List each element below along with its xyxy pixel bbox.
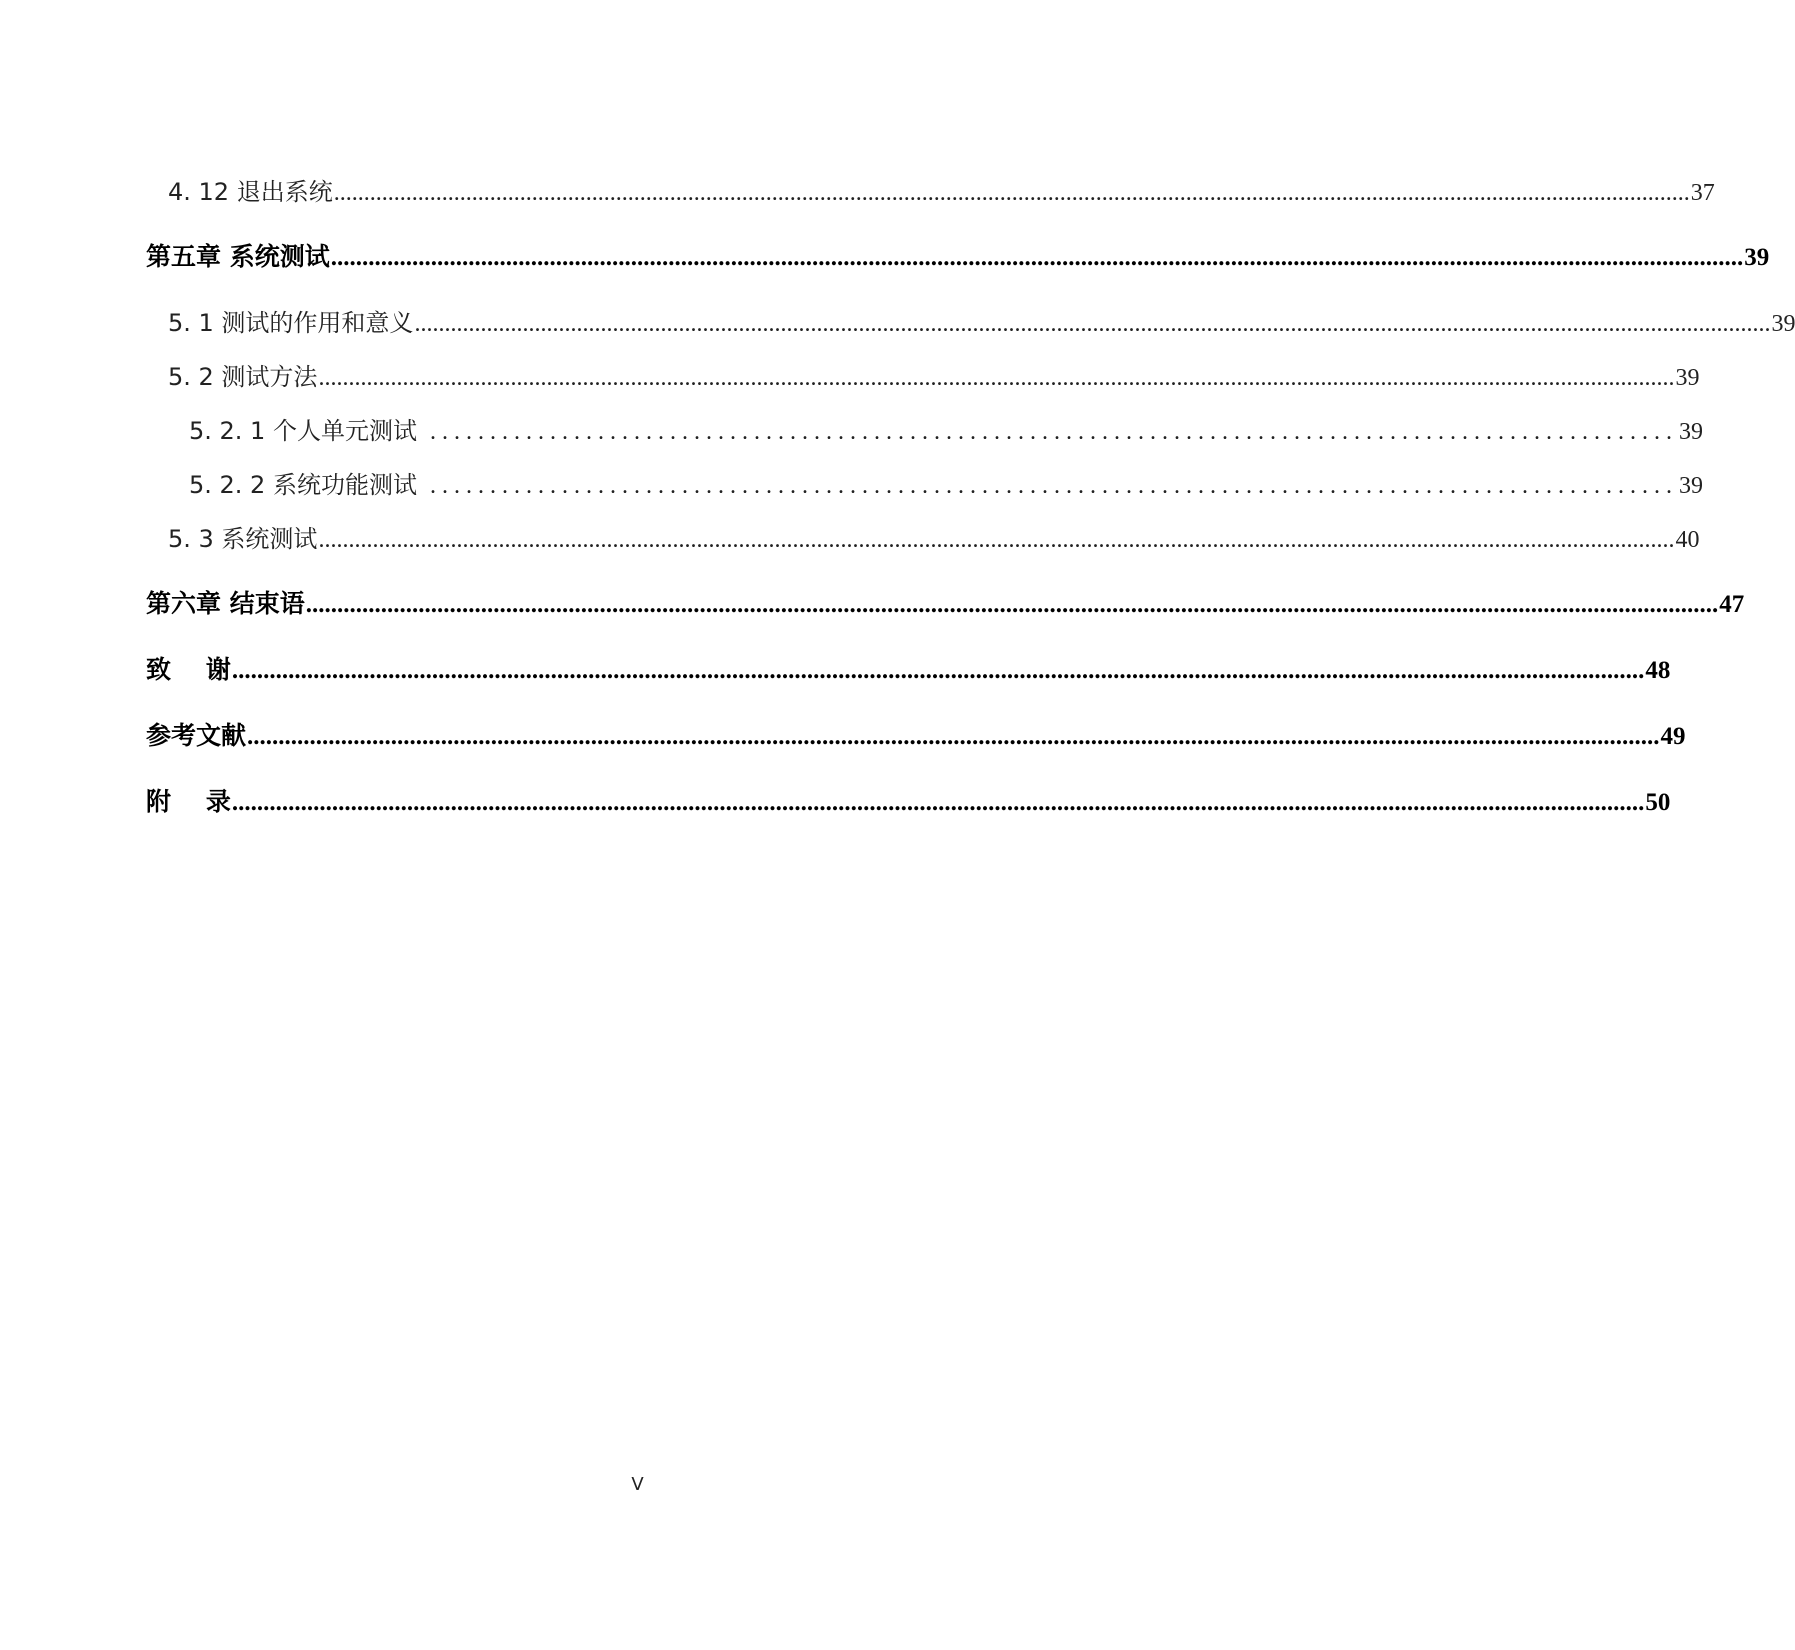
toc-entry-label: 5. 1 测试的作用和意义 (168, 309, 414, 337)
toc-entry-page: 39 (1675, 365, 1700, 391)
toc-entry-references[interactable] (146, 716, 1686, 752)
toc-entry-label: 参考文献 (146, 721, 247, 750)
dot-leader: .................................................................................................................................................................................................................................. (330, 244, 1744, 271)
toc-entry-label: 第六章 结束语 (146, 589, 305, 618)
toc-entry-page: 39 (1744, 244, 1770, 271)
toc-entry-label: 5. 2 测试方法 (168, 363, 318, 391)
dot-leader: ........................................................................................................ (417, 473, 1678, 499)
dot-leader: .................................................................................................................................................................................................................................. (305, 591, 1719, 618)
dot-leader: .................................................................................................................................................................................................................................. (247, 723, 1660, 750)
toc-entry-appendix[interactable] (146, 782, 1671, 818)
dot-leader: .................................................................................................................................................................................................................................. (231, 657, 1645, 684)
toc-entry-5-3[interactable] (168, 519, 1700, 554)
toc-entry-label: 附 录 (146, 787, 231, 816)
toc-entry-acknowledgements[interactable] (146, 650, 1671, 686)
toc-entry-label: 5. 2. 2 系统功能测试 (189, 471, 417, 499)
toc-entry-page: 48 (1645, 657, 1671, 684)
toc-entry-label: 第五章 系统测试 (146, 242, 330, 271)
toc-entry-page: 37 (1690, 180, 1715, 206)
toc-entry-page: 39 (1678, 419, 1703, 445)
toc-entry-page: 39 (1678, 473, 1703, 499)
toc-entry-page: 50 (1645, 789, 1671, 816)
toc-entry-4-12[interactable] (168, 172, 1715, 207)
toc-entry-5-2-2[interactable] (189, 465, 1703, 500)
toc-entry-chapter-6[interactable] (146, 584, 1745, 620)
dot-leader: .................................................................................................................................................................................................................................. (231, 789, 1645, 816)
toc-entry-page: 40 (1675, 527, 1700, 553)
toc-entry-label: 5. 2. 1 个人单元测试 (189, 417, 417, 445)
dot-leader: .................................................................................................................................................................................................................................. (318, 527, 1675, 553)
toc-entry-5-1[interactable] (168, 303, 1795, 338)
dot-leader: .................................................................................................................................................................................................................................. (333, 180, 1690, 206)
toc-entry-label: 致 谢 (146, 655, 231, 684)
toc-entry-5-2[interactable] (168, 357, 1700, 392)
dot-leader: ........................................................................................................ (417, 419, 1678, 445)
toc-entry-label: 5. 3 系统测试 (168, 525, 318, 553)
toc-entry-chapter-5[interactable] (146, 237, 1770, 273)
dot-leader: .................................................................................................................................................................................................................................. (318, 365, 1675, 391)
toc-entry-page: 49 (1660, 723, 1686, 750)
toc-entry-page: 39 (1771, 311, 1795, 337)
toc-entry-label: 4. 12 退出系统 (168, 178, 333, 206)
dot-leader: .................................................................................................................................................................................................................................. (414, 311, 1771, 337)
toc-entry-5-2-1[interactable] (189, 411, 1703, 446)
toc-entry-page: 47 (1719, 591, 1745, 618)
page-number: V (631, 1474, 644, 1495)
